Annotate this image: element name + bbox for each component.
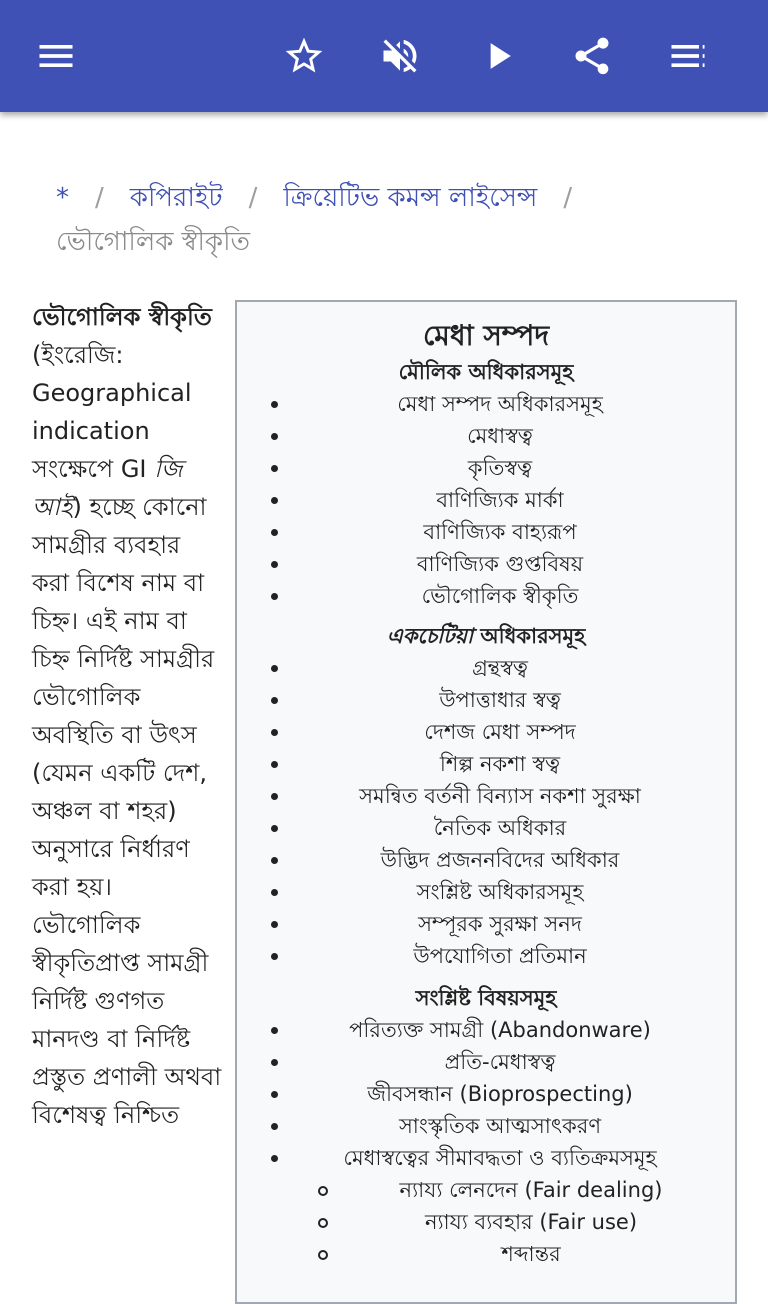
menu-button[interactable] bbox=[28, 28, 84, 84]
infobox-link[interactable]: মেধাস্বত্ব bbox=[237, 420, 735, 452]
bookmark-button[interactable] bbox=[276, 28, 332, 84]
infobox-link[interactable]: সমন্বিত বর্তনী বিন্যাস নকশা সুরক্ষা bbox=[237, 780, 735, 812]
infobox-section-heading bbox=[237, 620, 735, 652]
menu-icon bbox=[34, 34, 78, 78]
app-bar bbox=[0, 0, 768, 112]
infobox-link[interactable]: সংশ্লিষ্ট অধিকারসমূহ bbox=[237, 876, 735, 908]
play-icon bbox=[476, 34, 520, 78]
play-button[interactable] bbox=[470, 28, 526, 84]
list-icon bbox=[666, 34, 710, 78]
infobox-link[interactable]: সাংস্কৃতিক আত্মসাৎকরণ bbox=[237, 1110, 735, 1142]
infobox-link[interactable]: প্রতি-মেধাস্বত্ব bbox=[237, 1046, 735, 1078]
infobox-link[interactable]: বাণিজ্যিক বাহ্যরূপ bbox=[237, 516, 735, 548]
breadcrumb-separator: / bbox=[95, 183, 104, 213]
infobox-link[interactable]: সম্পূরক সুরক্ষা সনদ bbox=[237, 908, 735, 940]
infobox-sublink[interactable]: ন্যায্য ব্যবহার (Fair use) bbox=[237, 1206, 735, 1238]
infobox-sublink[interactable]: ন্যায্য লেনদেন (Fair dealing) bbox=[237, 1174, 735, 1206]
article-paren-open: (ইংরেজি: Geographical indication সংক্ষেপে GI bbox=[32, 341, 192, 483]
breadcrumb-current: ভৌগোলিক স্বীকৃতি bbox=[56, 227, 251, 257]
share-button[interactable] bbox=[564, 28, 620, 84]
infobox-link[interactable]: উপযোগিতা প্রতিমান bbox=[237, 940, 735, 972]
infobox-link[interactable]: ভৌগোলিক স্বীকৃতি bbox=[237, 580, 735, 612]
infobox-link[interactable]: কৃতিস্বত্ব bbox=[237, 452, 735, 484]
infobox-link[interactable]: গ্রন্থস্বত্ব bbox=[237, 652, 735, 684]
infobox-link[interactable]: মেধাস্বত্বের সীমাবদ্ধতা ও ব্যতিক্রমসমূহ bbox=[237, 1142, 735, 1174]
infobox-section-heading: সংশ্লিষ্ট বিষয়সমূহ bbox=[415, 986, 557, 1010]
contents-button[interactable] bbox=[660, 28, 716, 84]
section-heading-italic: একচেটিয়া bbox=[386, 624, 474, 648]
infobox-link[interactable]: বাণিজ্যিক মার্কা bbox=[237, 484, 735, 516]
star-icon bbox=[282, 34, 326, 78]
infobox-link[interactable]: মেধা সম্পদ অধিকারসমূহ bbox=[237, 388, 735, 420]
breadcrumb bbox=[56, 176, 736, 264]
infobox-link[interactable]: দেশজ মেধা সম্পদ bbox=[237, 716, 735, 748]
infobox-title: মেধা সম্পদ bbox=[422, 319, 550, 352]
infobox-link[interactable]: শিল্প নকশা স্বত্ব bbox=[237, 748, 735, 780]
article-abbr: জি আই bbox=[32, 455, 183, 521]
infobox bbox=[235, 300, 737, 1304]
share-icon bbox=[570, 34, 614, 78]
infobox-section-heading: মৌলিক অধিকারসমূহ bbox=[398, 360, 574, 384]
article-text: ) হচ্ছে কোনো সামগ্রীর ব্যবহার করা বিশেষ নাম বা চিহ্ন। এই নাম বা চিহ্ন নির্দিষ্ট সামগ্রীর ভৌগোলিক অবস্থিতি বা উৎস (যেমন একটি দেশ, অঞ্চল বা শহর) অনুসারে নির্ধারণ করা হয়। ভৌগোলিক স্বীকৃতিপ্রাপ্ত সামগ্রী নির্দিষ্ট গুণগত মানদণ্ড বা নির্দিষ্ট প্রস্তুত প্রণালী অথবা বিশেষত্ব নিশ্চিত bbox=[32, 493, 222, 1129]
infobox-link[interactable]: উপাত্তাধার স্বত্ব bbox=[237, 684, 735, 716]
article-body bbox=[32, 298, 224, 1134]
infobox-list bbox=[237, 388, 735, 612]
infobox-sublink[interactable]: শব্দান্তর bbox=[237, 1238, 735, 1270]
article-title: ভৌগোলিক স্বীকৃতি bbox=[32, 303, 212, 331]
breadcrumb-link-copyright[interactable]: কপিরাইট bbox=[129, 183, 223, 213]
breadcrumb-separator: / bbox=[248, 183, 258, 213]
section-heading-rest: অধিকারসমূহ bbox=[473, 624, 586, 648]
breadcrumb-separator: / bbox=[563, 183, 573, 213]
infobox-list bbox=[237, 652, 735, 972]
volume-off-icon bbox=[378, 34, 422, 78]
breadcrumb-link-home[interactable]: * bbox=[56, 183, 69, 213]
mute-button[interactable] bbox=[372, 28, 428, 84]
infobox-link[interactable]: বাণিজ্যিক গুপ্তবিষয় bbox=[237, 548, 735, 580]
infobox-link[interactable]: পরিত্যক্ত সামগ্রী (Abandonware) bbox=[237, 1014, 735, 1046]
infobox-sublist bbox=[237, 1174, 735, 1270]
infobox-link[interactable]: জীবসন্ধান (Bioprospecting) bbox=[237, 1078, 735, 1110]
infobox-list bbox=[237, 1014, 735, 1174]
infobox-link[interactable]: নৈতিক অধিকার bbox=[237, 812, 735, 844]
infobox-link[interactable]: উদ্ভিদ প্রজননবিদের অধিকার bbox=[237, 844, 735, 876]
breadcrumb-link-creative-commons[interactable]: ক্রিয়েটিভ কমন্স লাইসেন্স bbox=[283, 183, 538, 213]
